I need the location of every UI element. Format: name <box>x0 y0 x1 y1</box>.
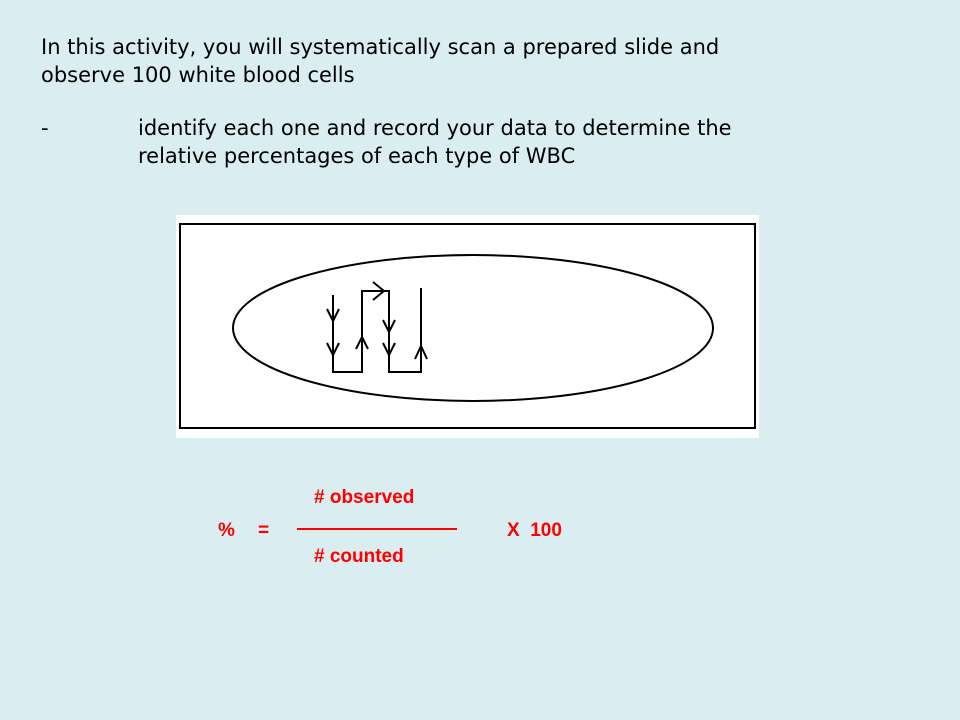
slide-background <box>176 215 759 438</box>
bullet-line-2: relative percentages of each type of WBC <box>138 144 576 168</box>
formula-fraction-bar <box>297 528 457 530</box>
bullet-marker: - <box>41 116 49 140</box>
intro-paragraph <box>41 33 911 89</box>
formula-numerator: # observed <box>314 487 415 508</box>
slide-scan-diagram <box>176 215 759 438</box>
formula-percent-sign: % <box>218 520 235 541</box>
formula-equals-sign: = <box>258 520 270 541</box>
formula-multiplier: X 100 <box>507 520 562 541</box>
intro-line-1: In this activity, you will systematically scan a prepared slide and <box>41 35 720 59</box>
formula-denominator: # counted <box>314 546 404 567</box>
bullet-line-1: identify each one and record your data to determine the <box>138 116 732 140</box>
bullet-text <box>138 114 908 170</box>
intro-line-2: observe 100 white blood cells <box>41 63 355 87</box>
